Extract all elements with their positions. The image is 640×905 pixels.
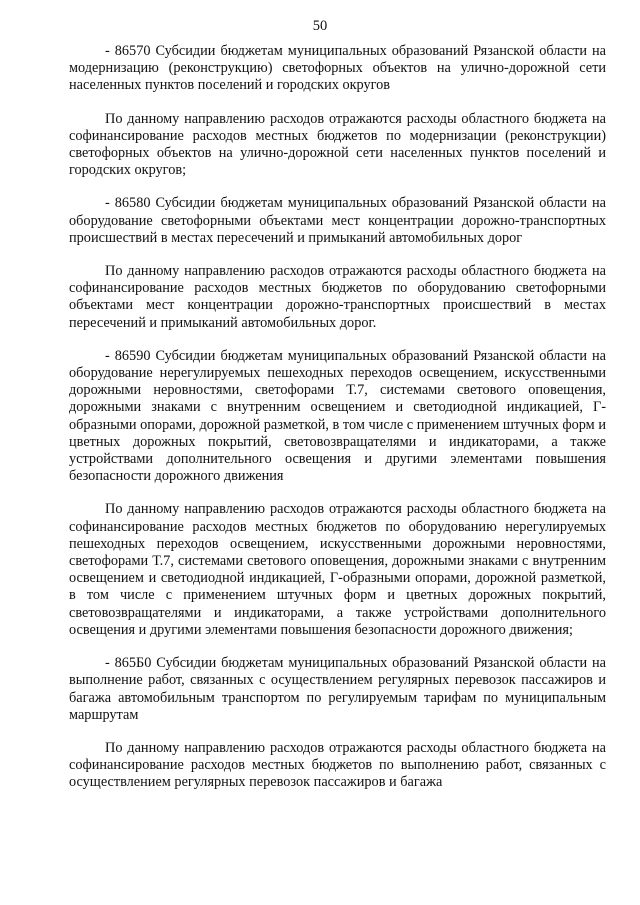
paragraph-86570-heading: - 86570 Субсидии бюджетам муниципальных образований Рязанской области на модернизацию (реконструкцию) светофорных объектов на улично-дорожной сети населенных пунктов поселений и городских округов: [69, 43, 606, 94]
paragraph-86590-heading: - 86590 Субсидии бюджетам муниципальных образований Рязанской области на оборудование нерегулируемых пешеходных переходов освещением, искусственными дорожными неровностями, светофорами Т.7, системами светового оповещения, дорожными знаками с внутренним освещением и светодиодной индикацией, Г-образными опорами, дорожной разметкой, в том числе с применением штучных форм и цветных дорожных покрытий, световозвращателями и индикаторами, а также устройствами дополнительного освещения и другими элементами повышения безопасности дорожного движения: [69, 347, 606, 485]
paragraph-86570-description: По данному направлению расходов отражаются расходы областного бюджета на софинансирование расходов местных бюджетов по модернизации (реконструкции) светофорных объектов на улично-дорожной сети населенных пунктов поселений и городских округов;: [69, 110, 606, 179]
paragraph-86580-heading: - 86580 Субсидии бюджетам муниципальных образований Рязанской области на оборудование светофорными объектами мест концентрации дорожно-транспортных происшествий в местах пересечений и примыканий автомобильных дорог: [69, 195, 606, 246]
paragraph-86580-description: По данному направлению расходов отражаются расходы областного бюджета на софинансирование расходов местных бюджетов по оборудованию светофорными объектами мест концентрации дорожно-транспортных происшествий в местах пересечений и примыканий автомобильных дорог.: [69, 263, 606, 331]
page-number: 50: [312, 18, 328, 34]
paragraph-865B0-heading: - 865Б0 Субсидии бюджетам муниципальных образований Рязанской области на выполнение работ, связанных с осуществлением регулярных перевозок пассажиров и багажа автомобильным транспортом по регулируемым тарифам по муниципальным маршрутам: [69, 655, 606, 723]
paragraph-865B0-description: По данному направлению расходов отражаются расходы областного бюджета на софинансирование расходов местных бюджетов по выполнению работ, связанных с осуществлением регулярных перевозок пассажиров и багажа: [69, 739, 606, 791]
document-body: [69, 43, 606, 792]
paragraph-86590-description: По данному направлению расходов отражаются расходы областного бюджета на софинансирование расходов местных бюджетов по оборудованию нерегулируемых пешеходных переходов освещением, искусственными дорожными неровностями, светофорами Т.7, системами светового оповещения, дорожными знаками с внутренним освещением и светодиодной индикацией, Г-образными опорами, дорожной разметкой, в том числе с применением штучных форм и цветных дорожных покрытий, световозвращателями и индикаторами, а также устройствами дополнительного освещения и другими элементами повышения безопасности дорожного движения;: [69, 501, 606, 638]
